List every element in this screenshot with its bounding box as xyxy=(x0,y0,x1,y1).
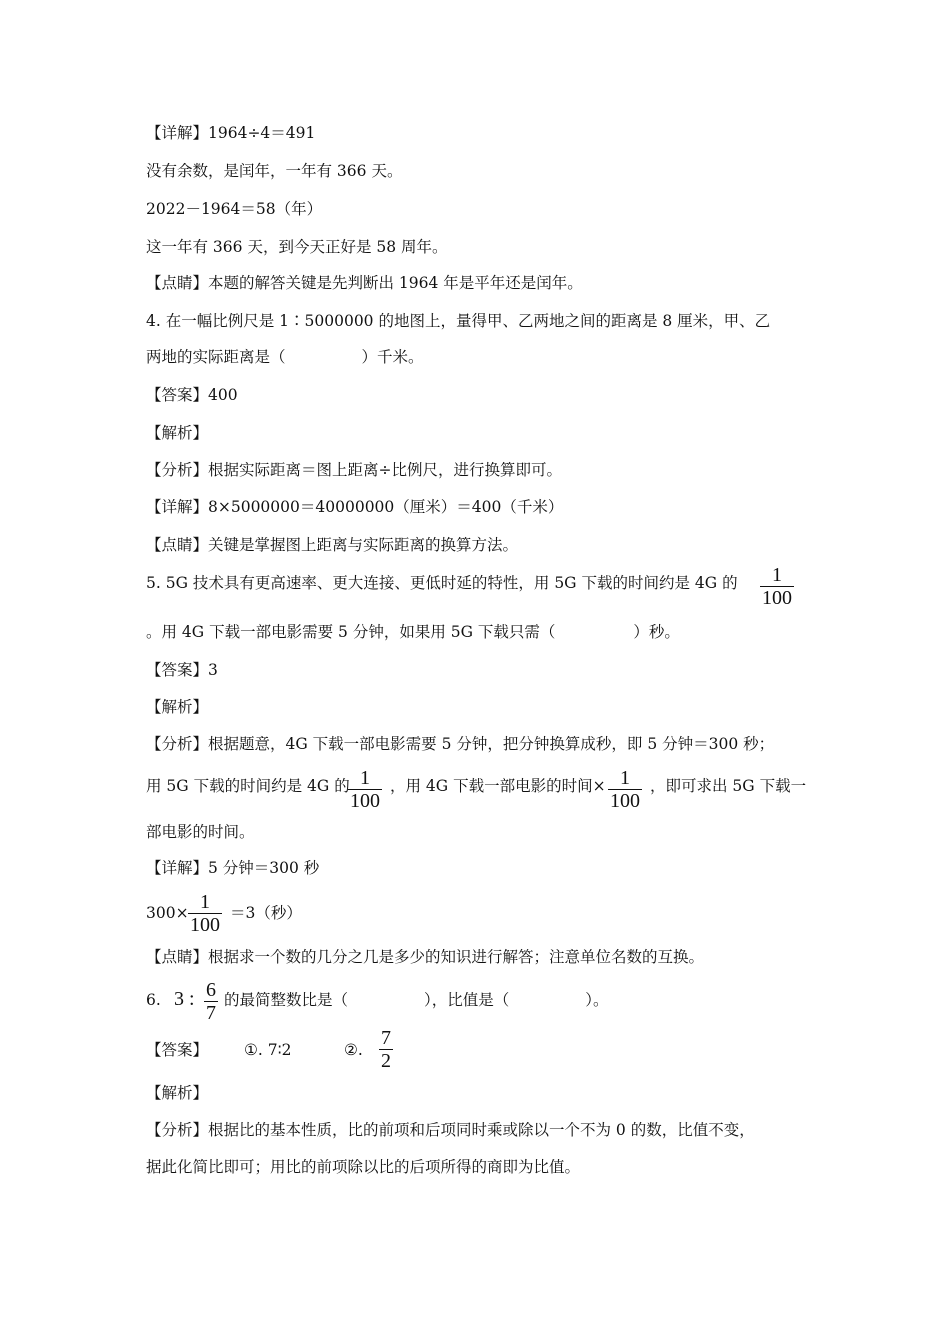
fraction-numerator: 1 xyxy=(360,767,370,789)
fraction-denominator: 100 xyxy=(190,914,220,936)
fraction-numerator: 1 xyxy=(620,767,630,789)
question-5-analysis-line-2 xyxy=(146,767,807,812)
question-4-answer: 【答案】400 xyxy=(146,386,238,404)
fraction-numerator: 1 xyxy=(772,564,782,586)
fraction-denominator: 100 xyxy=(610,790,640,812)
question-5-detail-line-2 xyxy=(146,891,302,936)
question-5-line-2 xyxy=(146,622,680,642)
answer-1: ①. 7∶2 xyxy=(244,1041,292,1059)
answer-label: 【答案】 xyxy=(146,1041,209,1059)
question-4-analysis-header: 【解析】 xyxy=(146,424,209,442)
fraction-seven-halves xyxy=(379,1027,393,1072)
fraction-denominator: 7 xyxy=(206,1002,216,1024)
question-5-detail-line-1: 【详解】5 分钟＝300 秒 xyxy=(146,859,320,877)
question-5-answer: 【答案】3 xyxy=(146,661,218,679)
question-6-line xyxy=(146,979,609,1024)
answer-2-label: ②. xyxy=(344,1041,363,1059)
fraction-numerator: 7 xyxy=(381,1027,391,1049)
question-5-analysis-line-3: 部电影的时间。 xyxy=(146,823,255,841)
question-6-text xyxy=(224,990,609,1010)
question-4-text-after-blank: ）千米。 xyxy=(361,348,424,366)
question-5-line-1 xyxy=(146,564,792,609)
detail-text-b: ＝3（秒） xyxy=(230,904,302,922)
analysis-text-a: 用 5G 下载的时间约是 4G 的 xyxy=(146,777,350,795)
fraction-numerator: 1 xyxy=(200,891,210,913)
question-6-number: 6. xyxy=(146,991,161,1009)
question-6-answer xyxy=(146,1027,391,1072)
question-6-analysis-header: 【解析】 xyxy=(146,1084,209,1102)
detail-line-1964: 【详解】1964÷4＝491 xyxy=(146,124,316,142)
analysis-text-c: ，即可求出 5G 下载一 xyxy=(650,777,807,795)
conclusion-line: 这一年有 366 天，到今天正好是 58 周年。 xyxy=(146,238,448,256)
fraction-one-hundredth xyxy=(348,767,382,812)
fraction-one-hundredth xyxy=(608,767,642,812)
question-4-line-2 xyxy=(146,347,424,367)
question-6-analysis-line-1: 【分析】根据比的基本性质，比的前项和后项同时乘或除以一个不为 0 的数，比值不变， xyxy=(146,1121,755,1139)
question-5-text-before-blank: 。用 4G 下载一部电影需要 5 分钟，如果用 5G 下载只需（ xyxy=(146,623,556,641)
fraction-one-hundredth xyxy=(188,891,222,936)
question-4-line-1: 4. 在一幅比例尺是 1∶5000000 的地图上，量得甲、乙两地之间的距离是 8 厘米，甲、乙 xyxy=(146,312,771,330)
question-6-analysis-line-2: 据此化简比即可；用比的前项除以比的后项所得的商即为比值。 xyxy=(146,1158,581,1176)
question-5-key-point: 【点睛】根据求一个数的几分之几是多少的知识进行解答；注意单位名数的互换。 xyxy=(146,948,705,966)
key-point-line: 【点睛】本题的解答关键是先判断出 1964 年是平年还是闰年。 xyxy=(146,274,583,292)
fraction-one-hundredth xyxy=(760,564,794,609)
question-4-text-before-blank: 两地的实际距离是（ xyxy=(146,348,286,366)
question-5-text-after-blank: ）秒。 xyxy=(633,623,680,641)
subtraction-line: 2022－1964＝58（年） xyxy=(146,200,323,218)
fraction-numerator: 6 xyxy=(206,979,216,1001)
question-4-detail: 【详解】8×5000000＝40000000（厘米）＝400（千米） xyxy=(146,498,564,516)
question-6-text-a: 的最简整数比是（ xyxy=(224,991,349,1009)
question-6-text-b: ），比值是（ xyxy=(424,991,510,1009)
analysis-text-b: ，用 4G 下载一部电影的时间× xyxy=(390,777,606,795)
fraction-six-sevenths xyxy=(204,979,218,1024)
fraction-denominator: 100 xyxy=(762,587,792,609)
question-4-analysis: 【分析】根据实际距离＝图上距离÷比例尺，进行换算即可。 xyxy=(146,461,562,479)
question-5-analysis-line-1: 【分析】根据题意，4G 下载一部电影需要 5 分钟，把分钟换算成秒，即 5 分钟＝300 秒； xyxy=(146,735,775,753)
no-remainder-line: 没有余数，是闰年，一年有 366 天。 xyxy=(146,162,403,180)
question-5-text: 5. 5G 技术具有更高速率、更大连接、更低时延的特性，用 5G 下载的时间约是 4G 的 xyxy=(146,574,738,592)
fraction-denominator: 2 xyxy=(381,1050,391,1072)
fraction-denominator: 100 xyxy=(350,790,380,812)
ratio-left-term: 3 : xyxy=(174,988,195,1010)
question-5-analysis-header: 【解析】 xyxy=(146,698,209,716)
question-4-key-point: 【点睛】关键是掌握图上距离与实际距离的换算方法。 xyxy=(146,536,519,554)
detail-text-a: 300× xyxy=(146,904,189,922)
question-6-text-c: ）。 xyxy=(585,991,609,1009)
